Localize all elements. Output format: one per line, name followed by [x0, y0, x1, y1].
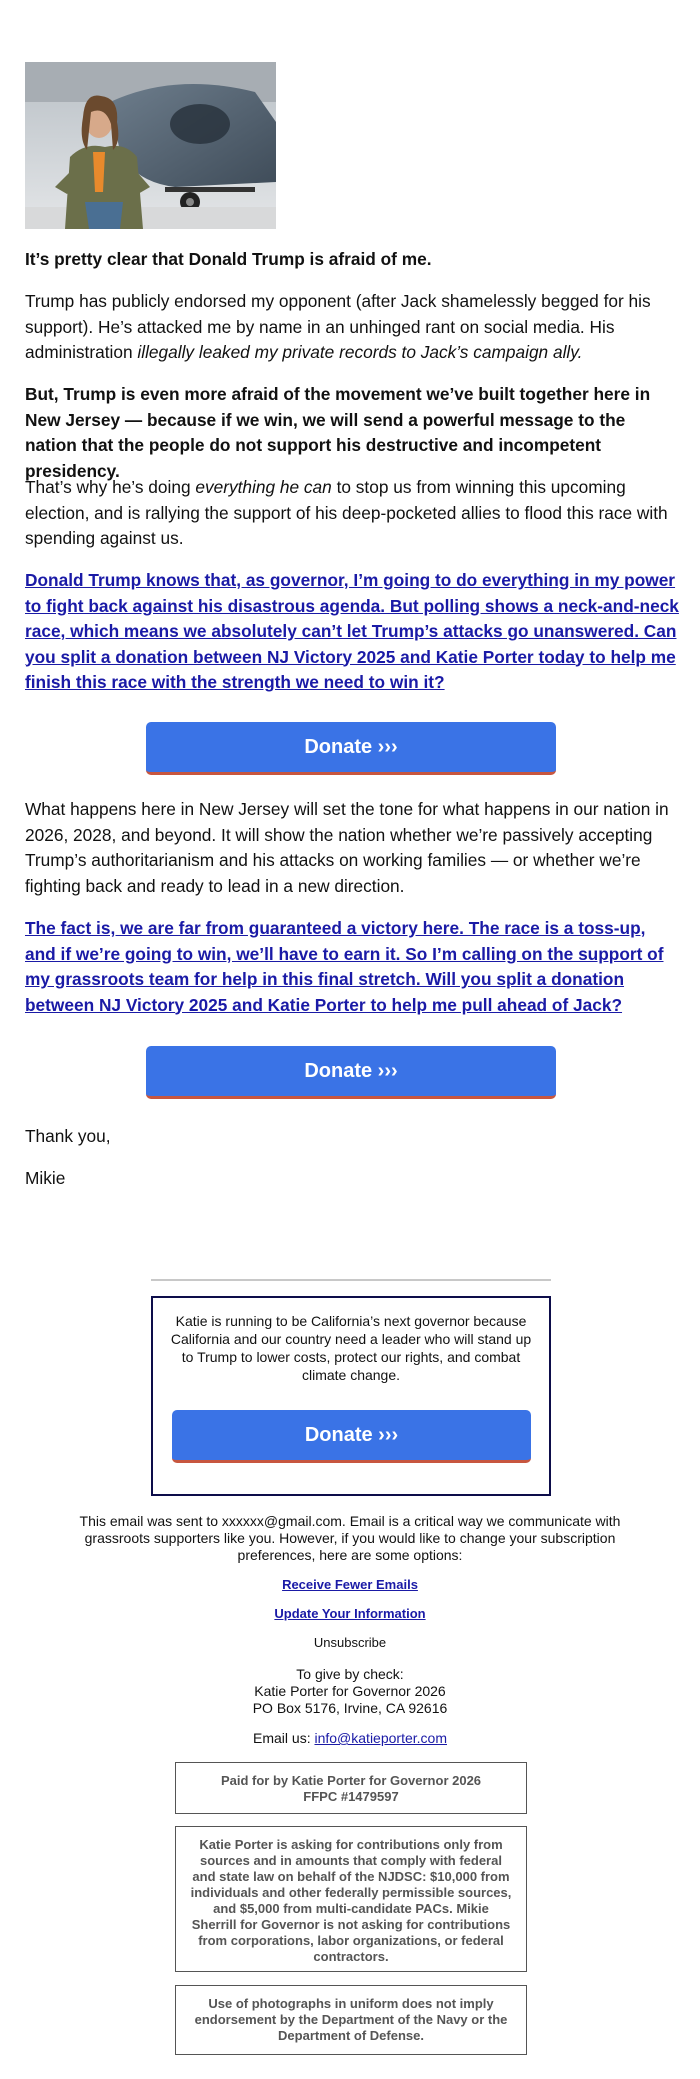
check-line-3: PO Box 5176, Irvine, CA 92616	[252, 1700, 448, 1716]
email-us-label: Email us:	[253, 1730, 315, 1746]
donation-link-1[interactable]: Donald Trump knows that, as governor, I’m going to do everything in my power to fight back against his disastrous agenda. But polling shows a neck-and-neck race, which means we absolutely can’t let Trump’s attacks go unanswered. Can you split a donation between NJ Victory 2025 and Katie Porter today to help me finish this race with the strength we need to win it?	[25, 570, 679, 692]
check-address	[60, 1666, 640, 1717]
hero-image	[25, 62, 276, 229]
contributions-box	[175, 1826, 527, 1972]
unsubscribe-link[interactable]: Unsubscribe	[313, 1635, 387, 1650]
paragraph-new-jersey: What happens here in New Jersey will set the tone for what happens in our nation in 2026, 2028, and beyond. It will show the nation whether we’re passively accepting Trump’s authoritarianism and his attacks on working families — or whether we’re fighting back and ready to lead in a new direction.	[25, 799, 669, 896]
donate-button-2[interactable]: Donate ›››	[146, 1046, 556, 1099]
check-line-1: To give by check:	[296, 1666, 404, 1682]
email-notice: This email was sent to xxxxxx@gmail.com. Email is a critical way we communicate with grassroots supporters like you. However, if you would like to change your subscription preferences, here are some options:	[79, 1513, 621, 1563]
donation-appeal-1	[25, 568, 680, 696]
contributions-text: Katie Porter is asking for contributions only from sources and in amounts that comply with federal and state law on behalf of the NJDSC: $10,000 from individuals and other federally permissible sources, and $5,000 from multi-candidate PACs. Mikie Sherrill for Governor is not asking for contributions from corporations, labor organizations, or federal contractors.	[190, 1837, 512, 1964]
receive-fewer-link[interactable]: Receive Fewer Emails	[282, 1577, 418, 1592]
paragraph-endorsement	[25, 289, 680, 366]
receive-fewer-row	[60, 1576, 640, 1593]
intro-line: It’s pretty clear that Donald Trump is afraid of me.	[25, 249, 432, 269]
paragraph-rallying	[25, 475, 680, 552]
update-info-link[interactable]: Update Your Information	[274, 1606, 426, 1621]
email-us	[60, 1730, 640, 1747]
donate-button-3[interactable]: Donate ›››	[172, 1410, 531, 1463]
footer-divider	[151, 1279, 551, 1281]
email-address-link[interactable]: info@katieporter.com	[314, 1730, 447, 1746]
thanks-line: Thank you,	[25, 1126, 111, 1146]
uniform-disclaimer-box	[175, 1985, 527, 2055]
candidate-box-text: Katie is running to be California’s next governor because California and our country need a leader who will stand up to Trump to lower costs, protect our rights, and combat climate change.	[170, 1313, 532, 1383]
candidate-box	[151, 1296, 551, 1496]
paid-for-line-2: FFPC #1479597	[303, 1789, 399, 1804]
paid-for-line-1: Paid for by Katie Porter for Governor 2026	[220, 1773, 482, 1788]
donate-button-1[interactable]: Donate ›››	[146, 722, 556, 775]
paid-for-box	[175, 1762, 527, 1814]
paragraph-rallying-text-c: to stop us from winning this upcoming election, and is rallying the support of his deep-pocketed allies to flood this race with spending against us.	[25, 477, 668, 548]
paragraph-rallying-italic: everything he can	[195, 477, 332, 497]
paragraph-endorsement-text: Trump has publicly endorsed my opponent (after Jack shamelessly begged for his support). He’s attacked me by name in an unhinged rant on social media. His administration	[25, 291, 651, 362]
donation-appeal-2	[25, 916, 680, 1018]
signature: Mikie	[25, 1168, 66, 1188]
donation-link-2[interactable]: The fact is, we are far from guaranteed a victory here. The race is a toss-up, and if we’re going to win, we’ll have to earn it. So I’m calling on the support of my grassroots team for help in this final stretch. Will you split a donation between NJ Victory 2025 and Katie Porter to help me pull ahead of Jack?	[25, 918, 664, 1015]
hero-photo	[25, 62, 276, 229]
update-info-row	[60, 1605, 640, 1622]
paragraph-movement: But, Trump is even more afraid of the movement we’ve built together here in New Jersey — because if we win, we will send a powerful message to the nation that the people do not support his destructive and incompetent presidency.	[25, 384, 651, 481]
check-line-2: Katie Porter for Governor 2026	[254, 1683, 446, 1699]
paragraph-endorsement-italic: illegally leaked my private records to Jack’s campaign ally.	[137, 342, 583, 362]
paragraph-rallying-text-a: That’s why he’s doing	[25, 477, 196, 497]
uniform-disclaimer-text: Use of photographs in uniform does not imply endorsement by the Department of the Navy or the Department of Defense.	[194, 1996, 508, 2043]
